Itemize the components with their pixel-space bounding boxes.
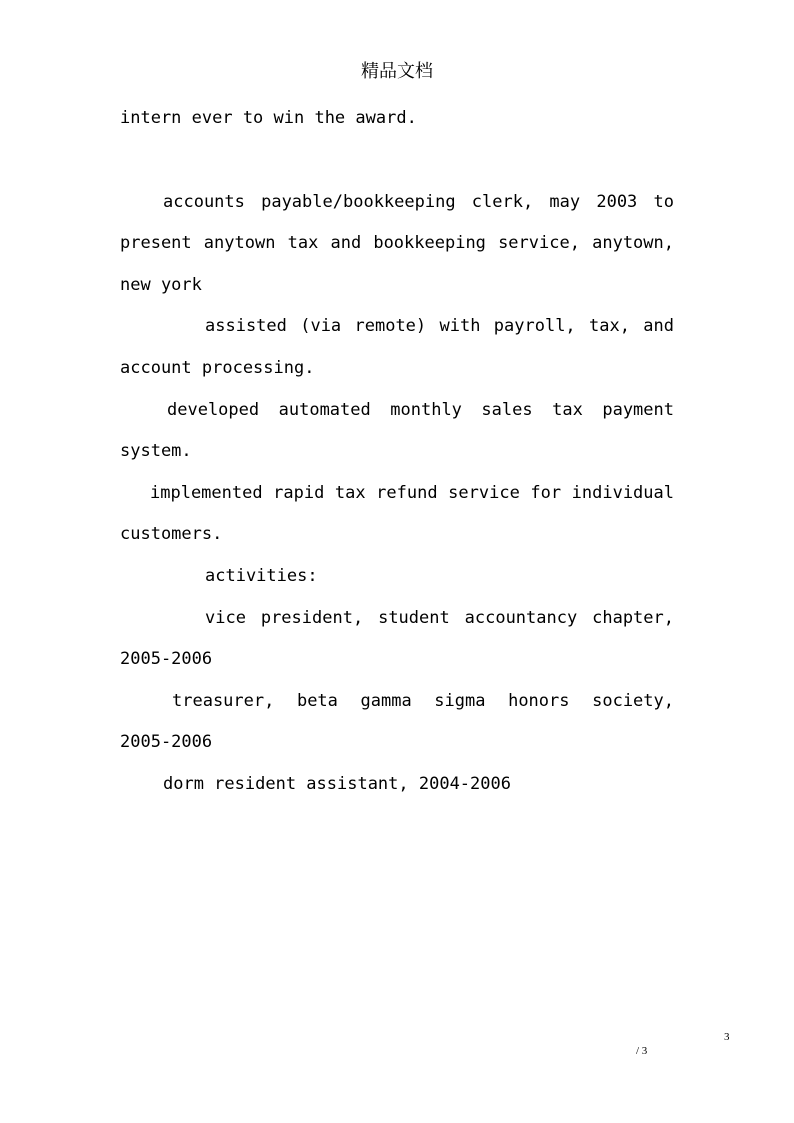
body-line: 2005-2006 (120, 732, 213, 752)
body-line: developed automated monthly sales tax payment (167, 400, 674, 420)
body-line: intern ever to win the award. (120, 108, 417, 128)
document-header-title: 精品文档 (361, 61, 433, 82)
body-line: accounts payable/bookkeeping clerk, may 2003 to (163, 192, 674, 212)
body-line: customers. (120, 524, 223, 544)
body-line: account processing. (120, 358, 315, 378)
body-line: treasurer, beta gamma sigma honors society, (172, 691, 674, 711)
body-line: implemented rapid tax refund service for individual (150, 483, 674, 503)
body-line: system. (120, 441, 192, 461)
body-line: 2005-2006 (120, 649, 213, 669)
page-total: / 3 (636, 1045, 648, 1057)
body-line: vice president, student accountancy chapter, (205, 608, 674, 628)
body-line: new york (120, 275, 202, 295)
page-number: 3 (724, 1031, 730, 1043)
body-line: assisted (via remote) with payroll, tax, and (205, 316, 674, 336)
body-line: present anytown tax and bookkeeping service, anytown, (120, 233, 674, 253)
body-line: activities: (205, 566, 318, 586)
body-line: dorm resident assistant, 2004-2006 (163, 774, 511, 794)
